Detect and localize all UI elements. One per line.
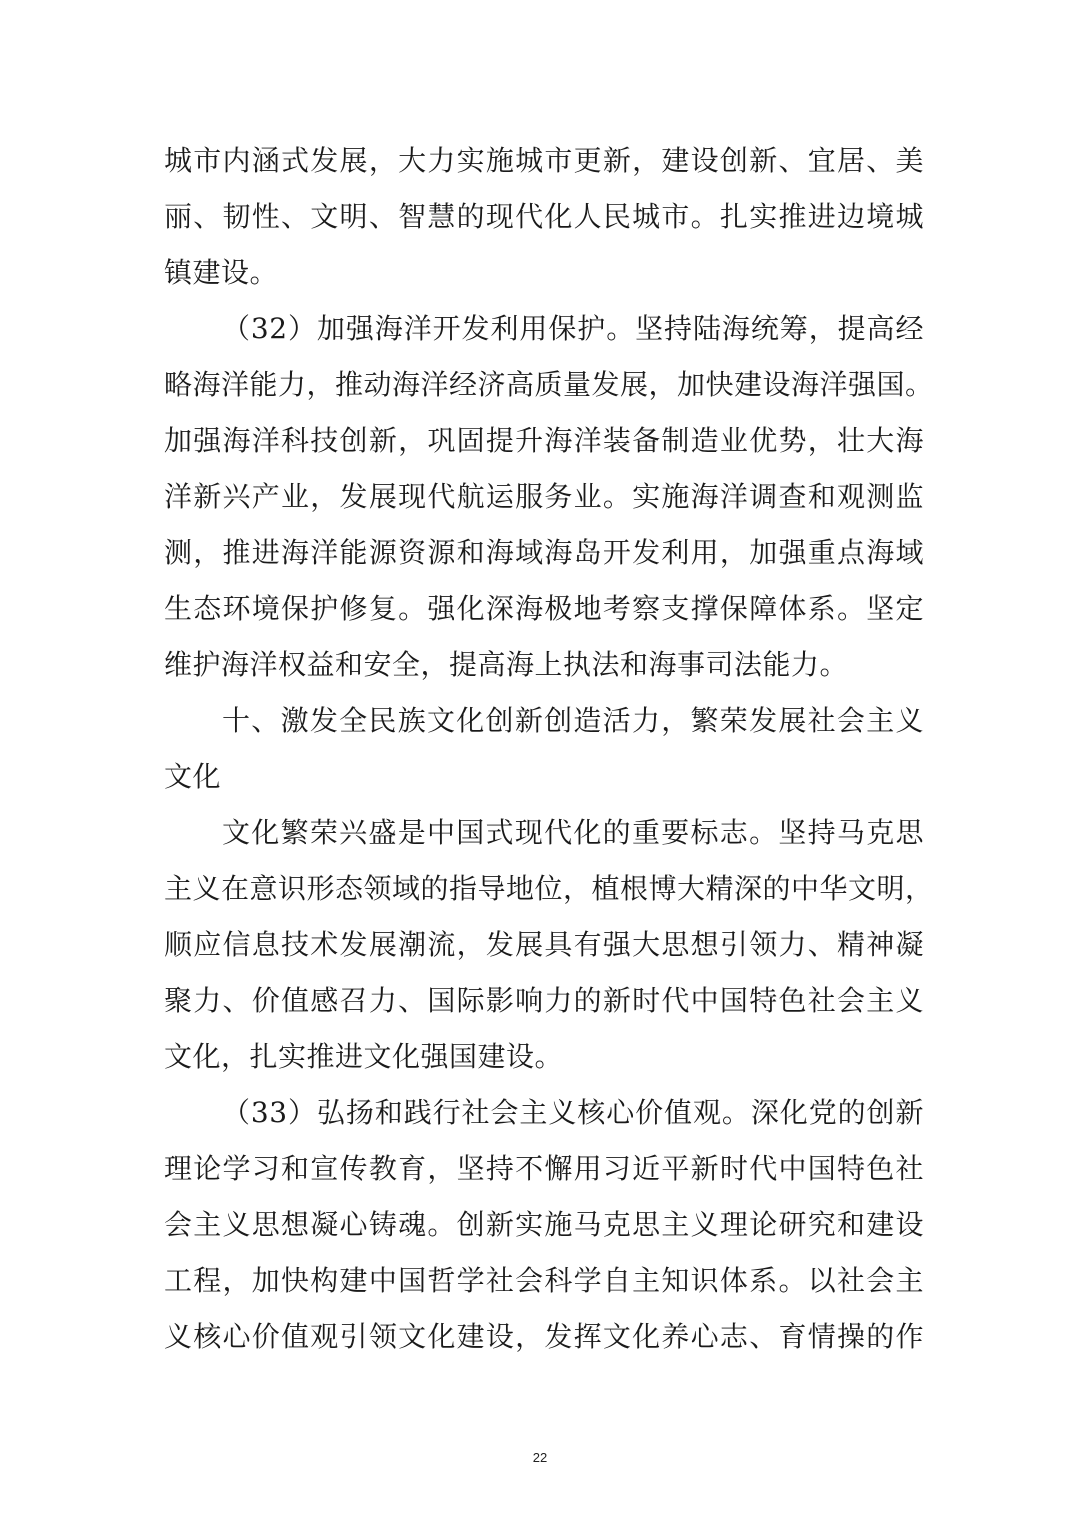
text-line: 主义在意识形态领域的指导地位，植根博大精深的中华文明， bbox=[164, 872, 934, 905]
text-line: 丽、韧性、文明、智慧的现代化人民城市。扎实推进边境城 bbox=[164, 200, 924, 233]
section-heading-33: （33）弘扬和践行社会主义核心价值观。深化党的创新 bbox=[222, 1096, 924, 1129]
text-line: 会主义思想凝心铸魂。创新实施马克思主义理论研究和建设 bbox=[164, 1208, 924, 1241]
text-line: 顺应信息技术发展潮流，发展具有强大思想引领力、精神凝 bbox=[164, 928, 924, 961]
text-line: 城市内涵式发展，大力实施城市更新，建设创新、宜居、美 bbox=[164, 144, 924, 177]
text-line: 加强海洋科技创新，巩固提升海洋装备制造业优势，壮大海 bbox=[164, 424, 924, 457]
page-number: 22 bbox=[532, 1450, 548, 1465]
text-line: 工程，加快构建中国哲学社会科学自主知识体系。以社会主 bbox=[164, 1264, 924, 1297]
text-line: 生态环境保护修复。强化深海极地考察支撑保障体系。坚定 bbox=[164, 592, 924, 625]
text-line: 镇建设。 bbox=[164, 256, 279, 289]
chapter-heading-10: 十、激发全民族文化创新创造活力，繁荣发展社会主义 bbox=[222, 704, 924, 737]
text-line: 聚力、价值感召力、国际影响力的新时代中国特色社会主义 bbox=[164, 984, 924, 1017]
chapter-heading-10-cont: 文化 bbox=[164, 760, 222, 793]
text-line: 文化繁荣兴盛是中国式现代化的重要标志。坚持马克思 bbox=[222, 816, 924, 849]
text-line: 文化，扎实推进文化强国建设。 bbox=[164, 1040, 564, 1073]
text-line: 维护海洋权益和安全，提高海上执法和海事司法能力。 bbox=[164, 648, 849, 681]
text-line: 洋新兴产业，发展现代航运服务业。实施海洋调查和观测监 bbox=[164, 480, 924, 513]
text-line: 理论学习和宣传教育，坚持不懈用习近平新时代中国特色社 bbox=[164, 1152, 924, 1185]
text-line: 略海洋能力，推动海洋经济高质量发展，加快建设海洋强国。 bbox=[164, 368, 934, 401]
text-line: 测，推进海洋能源资源和海域海岛开发利用，加强重点海域 bbox=[164, 536, 924, 569]
section-heading-32: （32）加强海洋开发利用保护。坚持陆海统筹，提高经 bbox=[222, 312, 924, 345]
text-line: 义核心价值观引领文化建设，发挥文化养心志、育情操的作 bbox=[164, 1320, 924, 1353]
